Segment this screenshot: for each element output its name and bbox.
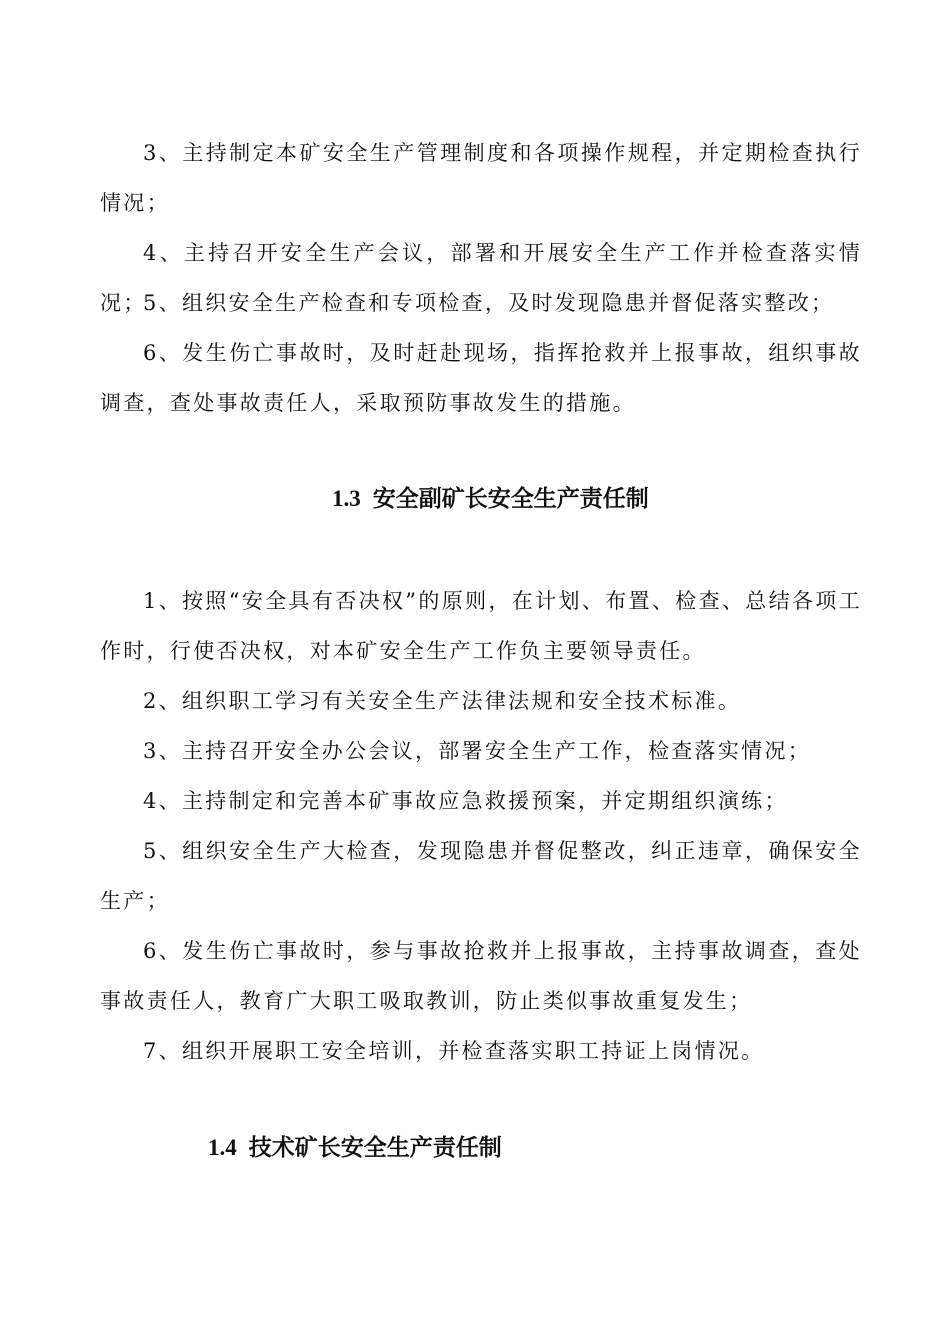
paragraph-item-2: 2、组织职工学习有关安全生产法律法规和安全技术标准。 <box>143 689 742 713</box>
paragraph-item-3: 3、主持制定本矿安全生产管理制度和各项操作规程，并定期检查执行情况； <box>100 141 862 215</box>
paragraph-item-6: 6、发生伤亡事故时，及时赶赴现场，指挥抢救并上报事故，组织事故调查，查处事故责任人，采取预防事故发生的措施。 <box>100 341 862 415</box>
section-heading-1-3 <box>332 484 649 514</box>
paragraph-item-4: 4、主持召开安全生产会议，部署和开展安全生产工作并检查落实情况； <box>100 241 862 315</box>
section-heading-1-4 <box>208 1133 502 1163</box>
paragraph-item-4b: 4、主持制定和完善本矿事故应急救援预案，并定期组织演练； <box>143 789 788 813</box>
section-title: 技术矿长安全生产责任制 <box>248 1135 502 1160</box>
section-number: 1.4 <box>208 1135 237 1160</box>
paragraph-item-7: 7、组织开展职工安全培训，并检查落实职工持证上岗情况。 <box>143 1039 765 1063</box>
paragraph-item-3b: 3、主持召开安全办公会议，部署安全生产工作，检查落实情况； <box>143 739 812 763</box>
paragraph-item-5b: 5、组织安全生产大检查，发现隐患并督促整改，纠正违章，确保安全生产； <box>100 839 862 913</box>
paragraph-item-6b: 6、发生伤亡事故时，参与事故抢救并上报事故，主持事故调查，查处事故责任人，教育广大职工吸取教训，防止类似事故重复发生； <box>100 939 862 1013</box>
paragraph-item-5: 5、组织安全生产检查和专项检查，及时发现隐患并督促落实整改； <box>143 291 835 315</box>
section-number: 1.3 <box>332 486 361 511</box>
section-title: 安全副矿长安全生产责任制 <box>372 486 649 511</box>
paragraph-item-1: 1、按照“安全具有否决权”的原则，在计划、布置、检查、总结各项工作时，行使否决权，对本矿安全生产工作负主要领导责任。 <box>100 589 862 663</box>
